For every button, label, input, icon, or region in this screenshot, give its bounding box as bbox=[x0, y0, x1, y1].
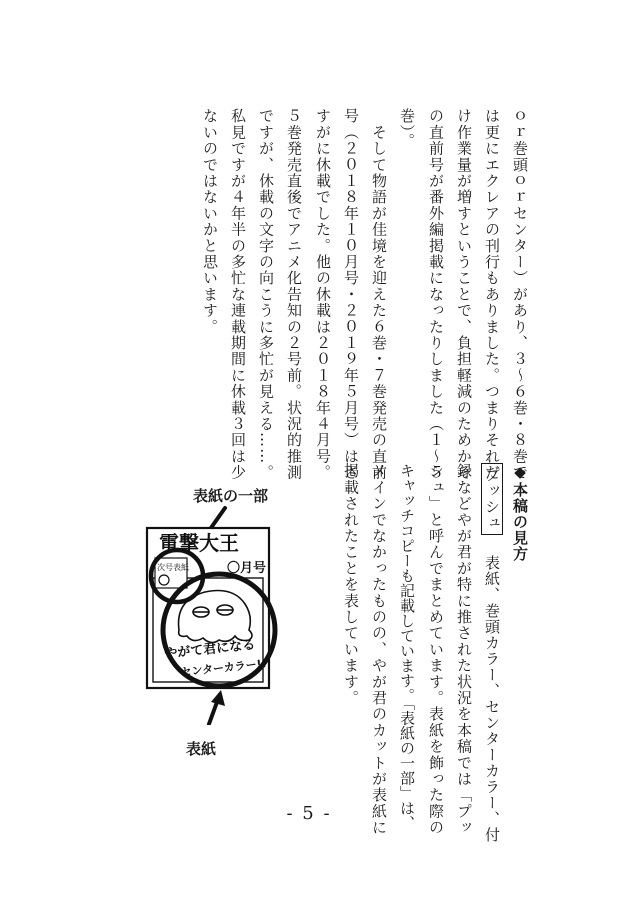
text-column-8: すがに休載でした。他の休載は２０１８年４月号。 bbox=[314, 108, 332, 481]
arrow-to-cover-icon bbox=[209, 690, 225, 724]
text-column-9: ５巻発売直後でアニメ化告知の２号前。状況的推測 bbox=[285, 108, 303, 481]
magazine-cover-illustration bbox=[135, 480, 295, 725]
section-column-5: メインでなかったものの、やが君のカットが表紙に bbox=[370, 463, 388, 836]
catchcopy-line-1: やがて君になる bbox=[163, 637, 256, 662]
text-column-1: ｏｒ巻頭ｏｒセンター）があり、３〜６巻・８巻で bbox=[511, 108, 529, 481]
next-issue-text: 次号表紙 bbox=[157, 563, 189, 572]
partial-cover-label: 表紙の一部 bbox=[193, 487, 269, 505]
section-heading: ◆本稿の見方 bbox=[511, 463, 529, 562]
text-column-4: の直前号が番外編掲載になったりしました（１〜５ bbox=[427, 108, 445, 481]
section-column-3: シュ」と呼んでまとめています。表紙を飾った際の bbox=[427, 463, 445, 836]
cover-label: 表紙 bbox=[186, 740, 217, 758]
section-column-2: 録などやが君が特に推された状況を本稿では「プッ bbox=[455, 463, 473, 836]
text-column-3: け作業量が増すということで、負担軽減のためかそ bbox=[455, 108, 473, 481]
text-column-11: 私見ですが４年半の多忙な連載期間に休載３回は少 bbox=[229, 108, 247, 481]
text-column-12: ないのではないかと思います。 bbox=[201, 108, 219, 335]
magazine-month: 〇月号 bbox=[227, 561, 267, 576]
text-column-5: 巻）。 bbox=[398, 108, 416, 150]
catchcopy-line-2: センターカラー!! bbox=[179, 657, 268, 679]
page-number: - 5 - bbox=[286, 803, 332, 824]
text-column-6: そして物語が佳境を迎えた６巻・７巻発売の直前 bbox=[370, 108, 388, 481]
section-column-1 bbox=[484, 463, 499, 843]
section-column-6: 掲載されたことを表しています。 bbox=[342, 463, 360, 706]
text-column-7: 号（２０１８年１０月号・２０１９年５月号）はさ bbox=[342, 108, 360, 481]
term-push-box: プッシュ bbox=[481, 463, 503, 535]
text-column-2: は更にエクレアの刊行もありました。つまりそれだ bbox=[483, 108, 501, 481]
magazine-title: 電撃大王 bbox=[159, 531, 239, 555]
section-first-line: 表紙、巻頭カラー、センターカラー、付 bbox=[483, 539, 501, 843]
section-column-4: キャッチコピーも記載しています。「表紙の一部」は、 bbox=[398, 463, 416, 831]
text-column-10: ですが、休載の文字の向こうに多忙が見える……。 bbox=[257, 108, 275, 481]
